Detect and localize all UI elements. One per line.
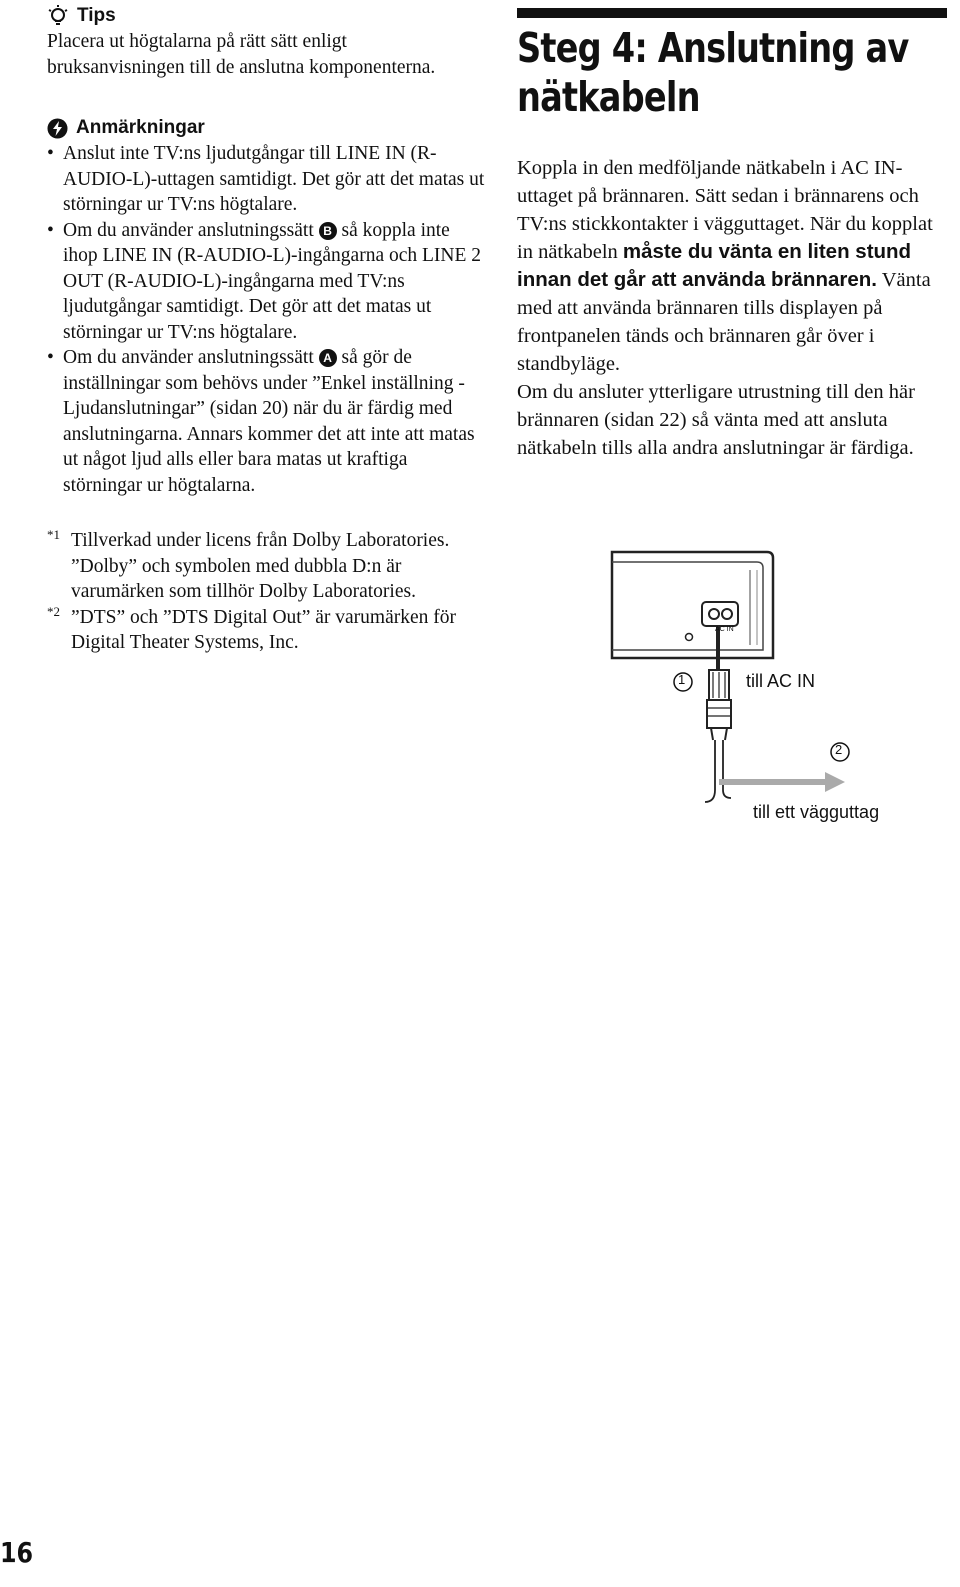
notes-heading-label: Anmärkningar [76, 117, 205, 138]
page-number: 16 [0, 1536, 34, 1569]
footnote-text: Tillverkad under licens från Dolby Laboratories. ”Dolby” och symbolen med dubbla D:n är varumärken som tillhör Dolby Laboratories. [71, 530, 450, 602]
left-column [47, 0, 487, 656]
footnote-mark: *2 [47, 603, 60, 619]
step-body-emphasis: måste du vänta en liten stund innan det går att använda brännaren. [517, 240, 912, 291]
page-title [517, 24, 943, 122]
step-body-part3: Om du ansluter ytterligare utrustning till den här brännaren (sidan 22) så vänta med att ansluta nätkabeln tills alla andra anslutningar är färdiga. [517, 381, 915, 459]
page-title-line2: nätkabeln [517, 73, 700, 121]
step-body-part1: Koppla in den medföljande nätkabeln i AC IN-uttaget på brännaren. Sätt sedan i brännarens och TV:ns stickkontakter i vägguttaget. När du kopplat in nätkabeln [517, 157, 933, 263]
tips-text: Placera ut högtalarna på rätt sätt enligt bruksanvisningen till de anslutna komponenterna. [47, 31, 436, 78]
note-text: Anslut inte TV:ns ljudutgångar till LINE IN (R-AUDIO-L)-uttagen samtidigt. Det gör att det matas ut störningar ur TV:ns högtalare. [63, 143, 485, 215]
power-cord-illustration [517, 540, 947, 840]
connection-mode-badge: A [319, 349, 337, 367]
callout-1-label: till AC IN [746, 671, 816, 691]
caution-note-icon [47, 118, 68, 139]
footnote-mark: *1 [47, 527, 60, 542]
step-body-part2: Vänta med att använda brännaren tills displayen på frontpanelen tänds och brännaren går över i standbyläge. [517, 269, 931, 375]
footnotes [47, 528, 487, 656]
note-text-post: så koppla inte ihop LINE IN (R-AUDIO-L)-ingångarna och LINE 2 OUT (R-AUDIO-L)-ingångarna med TV:ns ljudutgångar samtidigt. Det gör att det matas ut störningar ur TV:ns högtalare. [63, 219, 482, 343]
note-text-pre: Om du använder anslutningssätt [63, 219, 314, 241]
note-text-post: så gör de inställningar som behövs under ”Enkel inställning - Ljudanslutningar” (sidan 20) när du är färdig med anslutningarna. Annars kommer det att inte att matas ut något ljud alls eller bara matas ut kraftiga störningar ur högtalarna. [63, 347, 475, 496]
ac-in-port-label: AC IN [715, 626, 734, 633]
tips-heading-label: Tips [77, 5, 116, 26]
note-text-pre: Om du använder anslutningssätt [63, 347, 314, 368]
step-body [517, 154, 947, 462]
page-title-line1: Steg 4: Anslutning av [517, 24, 909, 72]
tips-heading [47, 3, 487, 29]
notes-heading [47, 115, 487, 141]
footnote-text: ”DTS” och ”DTS Digital Out” är varumärken för Digital Theater Systems, Inc. [71, 606, 456, 653]
footnote [47, 528, 487, 605]
connection-mode-badge: B [319, 222, 337, 240]
notes-list-item [47, 218, 487, 346]
connection-diagram [517, 540, 947, 840]
lightbulb-icon [47, 4, 69, 28]
callout-1-number: 1 [678, 672, 686, 687]
callout-2-label: till ett vägguttag [753, 802, 880, 822]
callout-2-number: 2 [835, 742, 843, 757]
notes-list [47, 141, 487, 498]
notes-list-item [47, 345, 487, 498]
section-rule [517, 8, 947, 18]
footnote [47, 605, 487, 656]
notes-list-item [47, 141, 487, 218]
